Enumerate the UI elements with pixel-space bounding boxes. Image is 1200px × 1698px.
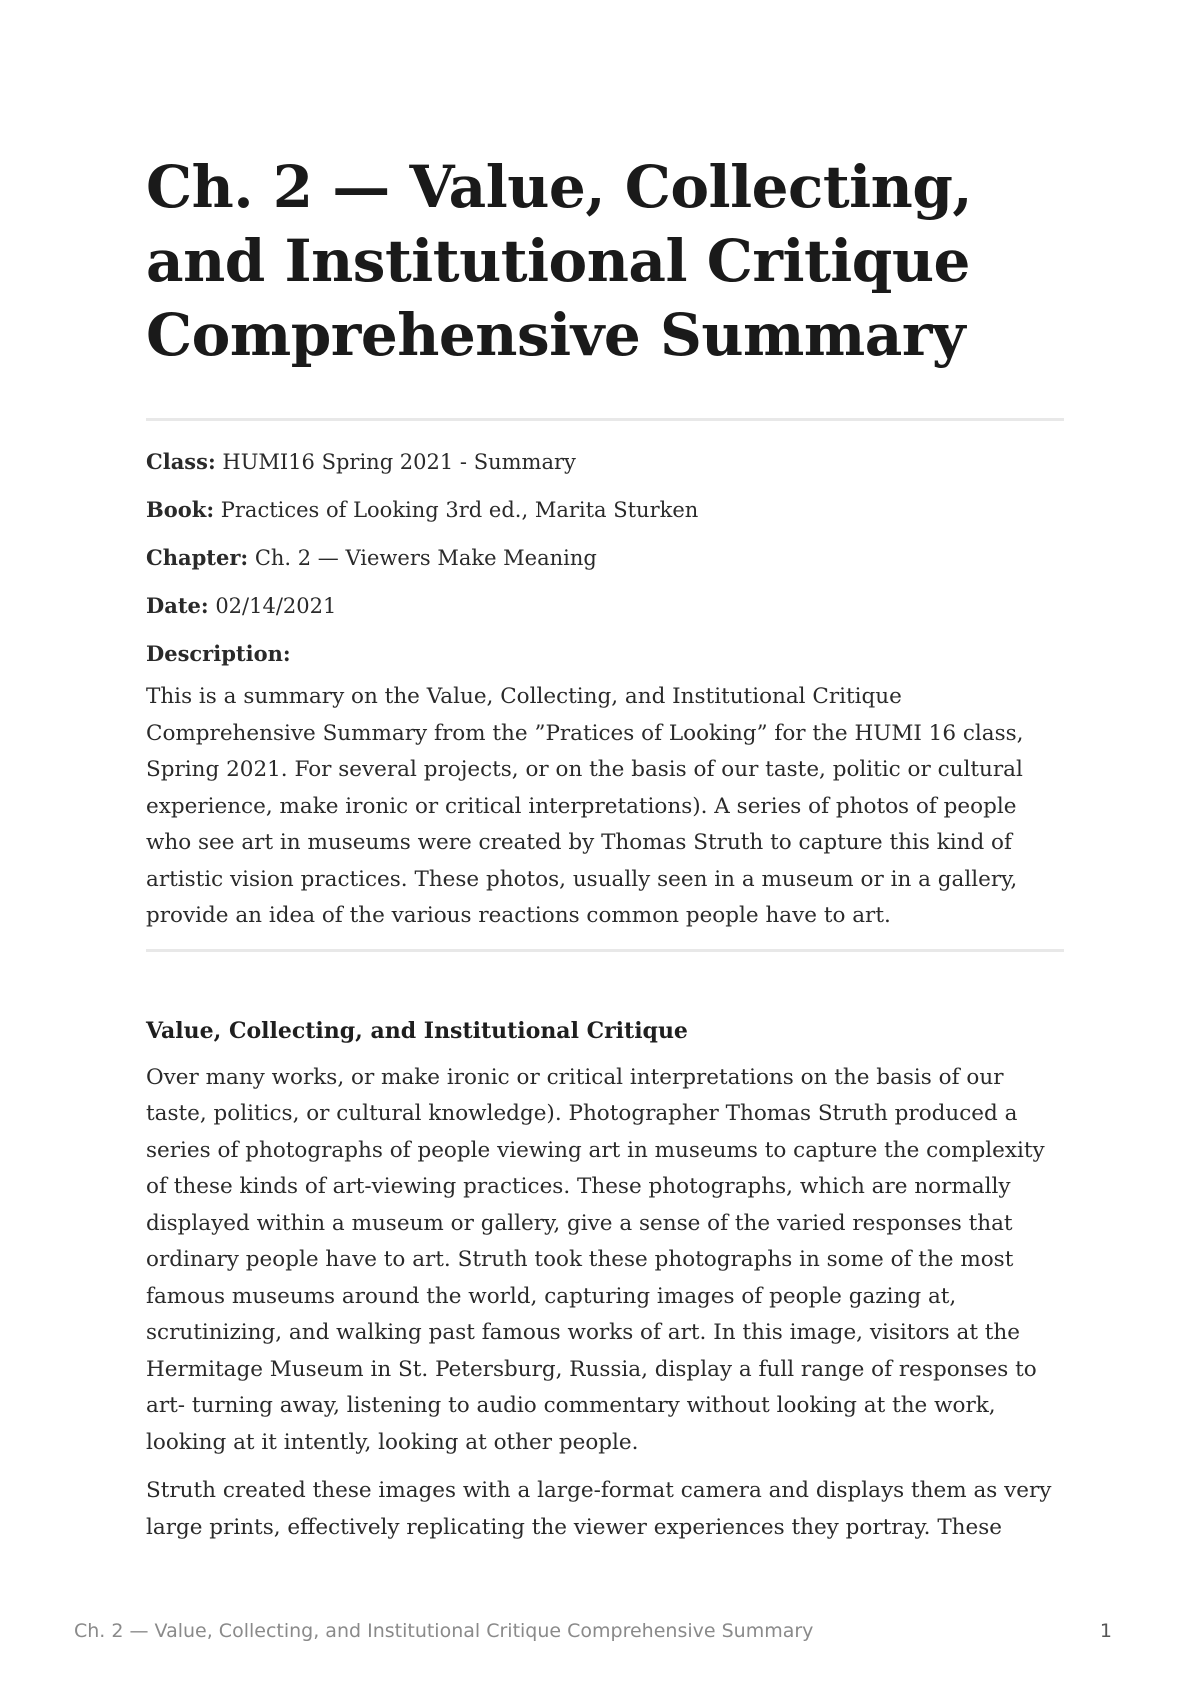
meta-value: 02/14/2021 — [208, 594, 337, 618]
description-label: Description: — [146, 641, 291, 666]
meta-key: Book: — [146, 497, 215, 522]
description-text: This is a summary on the Value, Collecting, and Institutional Critique Comprehensive Summary from the ”Pratices of Looking” for the HUMI 16 class, Spring 2021. For several projects, or on the basis of our taste, politic or cultural experience, make ironic or critical interpretations). A series of photos of people who see art in museums were created by Thomas Struth to capture this kind of artistic vision practices. These photos, usually seen in a museum or in a gallery, provide an idea of the various reactions common people have to art. — [146, 684, 1024, 928]
metadata-block — [146, 447, 1064, 935]
meta-value: HUMI16 Spring 2021 - Summary — [215, 450, 576, 474]
meta-key: Class: — [146, 449, 216, 474]
body-paragraph: Struth created these images with a large-format camera and displays them as very large prints, effectively replicating the viewer experiences they portray. These — [146, 1478, 1052, 1540]
document-title: Ch. 2 — Value, Collecting, and Institutional Critique Comprehensive Summary — [146, 153, 973, 369]
document-page — [146, 150, 1064, 1558]
body-paragraph: Over many works, or make ironic or critical interpretations on the basis of our taste, politics, or cultural knowledge). Photographer Thomas Struth produced a series of photographs of people viewing art in museums to capture the complexity of these kinds of art-viewing practices. These photographs, which are normally displayed within a museum or gallery, give a sense of the varied responses that ordinary people have to art. Struth took these photographs in some of the most famous museums around the world, capturing images of people gazing at, scrutinizing, and walking past famous works of art. In this image, visitors at the Hermitage Museum in St. Petersburg, Russia, display a full range of responses to art- turning away, listening to audio commentary without looking at the work, looking at it intently, looking at other people. — [146, 1064, 1045, 1455]
page-footer — [74, 1620, 1112, 1650]
meta-key: Date: — [146, 593, 209, 618]
page-number: 1 — [1099, 1620, 1112, 1642]
footer-title: Ch. 2 — Value, Collecting, and Institutional Critique Comprehensive Summary — [74, 1620, 814, 1642]
meta-date — [146, 591, 1064, 621]
meta-value: Practices of Looking 3rd ed., Marita Sturken — [214, 498, 699, 522]
title-divider — [146, 418, 1064, 421]
meta-chapter — [146, 543, 1064, 573]
meta-value: Ch. 2 — Viewers Make Meaning — [248, 546, 597, 570]
section-heading: Value, Collecting, and Institutional Critique — [146, 1017, 688, 1044]
meta-class — [146, 447, 1064, 477]
meta-book — [146, 495, 1064, 525]
description-divider — [146, 949, 1064, 952]
meta-key: Chapter: — [146, 545, 249, 570]
